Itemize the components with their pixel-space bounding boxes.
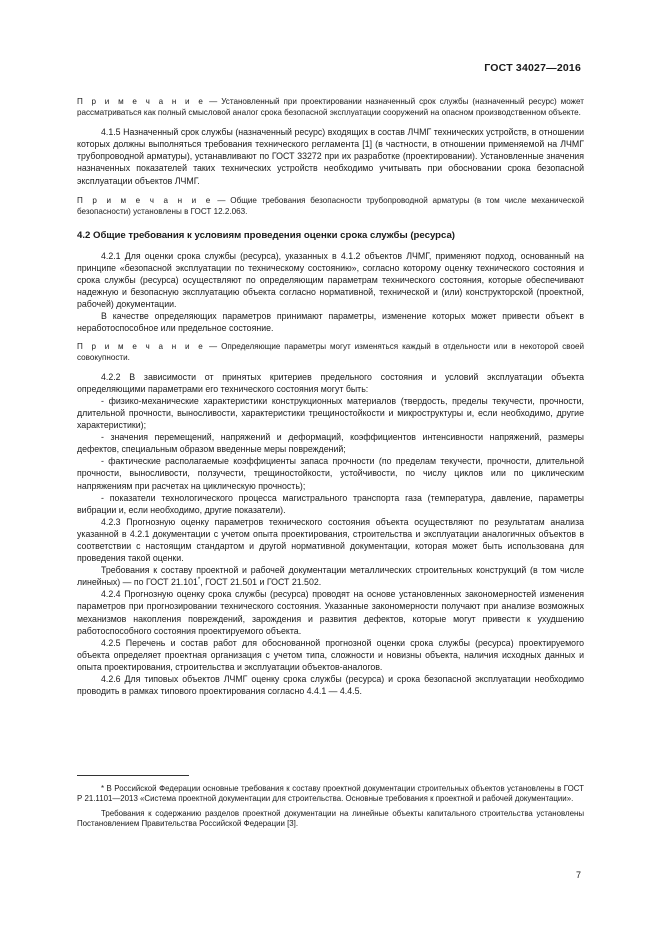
list-item-process-indicators: - показатели технологического процесса магистрального транспорта газа (температура, давление, параметры вибрации и, если необходимо, другие показатели).	[77, 492, 584, 515]
note-label: П р и м е ч а н и е	[77, 195, 213, 205]
footnotes	[77, 784, 584, 830]
note-text: — Определяющие параметры могут изменяться каждый в отдельности или в некоторой своей совокупности.	[77, 341, 584, 362]
list-item-safety-factors: - фактические располагаемые коэффициенты запаса прочности (по пределам текучести, прочности, длительной прочности, выносливости, ползучести, трещиностойкости, устойчивости, по числу циклов или по циклическим напряжениям при расчетах на циклическую прочность);	[77, 456, 584, 491]
footnote-separator	[77, 775, 189, 776]
note-label: П р и м е ч а н и е	[77, 97, 206, 106]
footnote-1: * В Российской Федерации основные требования к составу проектной документации строительных объектов установлены в ГОСТ Р 21.1101—2013 «Система проектной документации для строительства. Основные требования к проектной и рабочей документации».	[77, 784, 584, 804]
note-label: П р и м е ч а н и е	[77, 341, 206, 351]
footnote-2: Требования к содержанию разделов проектной документации на линейные объекты капитального строительства установлены Постановлением Правительства Российской Федерации [3].	[77, 808, 584, 829]
section-heading-4-2: 4.2 Общие требования к условиям проведения оценки срока службы (ресурса)	[77, 229, 455, 241]
list-item-physical-mechanical: - физико-механические характеристики конструкционных материалов (твердость, пределы текучести, прочности, длительной прочности, выносливости, характеристики трещиностойкости и микроструктуры и, если необходимо, другие характеристики);	[77, 395, 584, 431]
note-text: — Установленный при проектировании назначенный срок службы (назначенный ресурс) может рассматриваться как полный смысловой аналог срока безопасной эксплуатации сооружений на опасном производственном объекте.	[77, 97, 584, 118]
paragraph-documentation-requirements: Требования к составу проектной и рабочей документации металлических строительных конструкций (в том числе линейных) — по ГОСТ 21.101*, ГОСТ 21.501 и ГОСТ 21.502.	[77, 565, 584, 588]
paragraph-4-2-2: 4.2.2 В зависимости от принятых критериев предельного состояния и условий эксплуатации объекта определяющими параметрами его технического состояния могут быть:	[77, 371, 584, 394]
paragraph-4-2-6: 4.2.6 Для типовых объектов ЛЧМГ оценку срока службы (ресурса) и срока безопасной эксплуатации необходимо проводить в рамках типового проектирования согласно 4.4.1 — 4.4.5.	[77, 674, 584, 697]
paragraph-4-2-3: 4.2.3 Прогнозную оценку параметров технического состояния объекта осуществляют по результатам анализа указанной в 4.2.1 документации с учетом опыта проектирования, строительства и эксплуатации аналогичных объектов в соответствии с настоящим стандартом и другой нормативной документации, которая может быть использована для проведения такой оценки.	[77, 516, 584, 564]
paragraph-4-2-4: 4.2.4 Прогнозную оценку срока службы (ресурса) проводят на основе установленных закономерностей изменения параметров при прогнозировании технического состояния. Указанные закономерности получают при анализе возможных механизмов накопления повреждений, зарождения и развития дефектов, которые могут привести к ухудшению работоспособного состояния проектируемого объекта.	[77, 589, 584, 636]
note-1	[77, 96, 584, 118]
list-item-displacements: - значения перемещений, напряжений и деформаций, коэффициентов интенсивности напряжений, размеры дефектов, специальным образом введенные меры повреждений;	[77, 432, 584, 455]
note-2	[77, 195, 584, 217]
document-id-header: ГОСТ 34027—2016	[484, 62, 581, 74]
paragraph-defining-params: В качестве определяющих параметров принимают параметры, изменение которых может привести объект в неработоспособное или предельное состояние.	[77, 311, 584, 334]
footnote-marker: *	[197, 577, 201, 584]
main-text	[77, 96, 584, 697]
paragraph-4-1-5: 4.1.5 Назначенный срок службы (назначенный ресурс) входящих в состав ЛЧМГ технических устройств, в отношении которых должны выполняться требования технического регламента [1] (в частности, в отношении применяемой на ЛЧМГ трубопроводной арматуры), устанавливают по ГОСТ 33272 при их разработке (проектировании). Установленные значения назначенных показателей таких технических устройств необходимо учитывать при обосновании срока безопасной эксплуатации объектов ЛЧМГ.	[77, 127, 584, 186]
page-number: 7	[575, 870, 581, 880]
note-3	[77, 341, 584, 363]
paragraph-4-2-1: 4.2.1 Для оценки срока службы (ресурса), указанных в 4.1.2 объектов ЛЧМГ, применяют подход, основанный на принципе «безопасной эксплуатации по техническому состоянию», согласно которому оценку технического состояния и срока службы (ресурса) осуществляют по определяющим параметрам технического состояния, которые обеспечивают надежную и безопасную эксплуатацию объекта согласно нормативной, технической и (или) конструкторской (проектной, рабочей) документации.	[77, 250, 584, 310]
note-text: — Общие требования безопасности трубопроводной арматуры (в том числе механической безопасности) установлены в ГОСТ 12.2.063.	[77, 195, 584, 216]
paragraph-4-2-5: 4.2.5 Перечень и состав работ для обоснованной прогнозной оценки срока службы (ресурса) проектируемого объекта определяет проектная организация с учетом типа, сложности и новизны объекта, наличия исходных данных и опыта проектирования, строительства и эксплуатации объектов-аналогов.	[77, 637, 584, 672]
